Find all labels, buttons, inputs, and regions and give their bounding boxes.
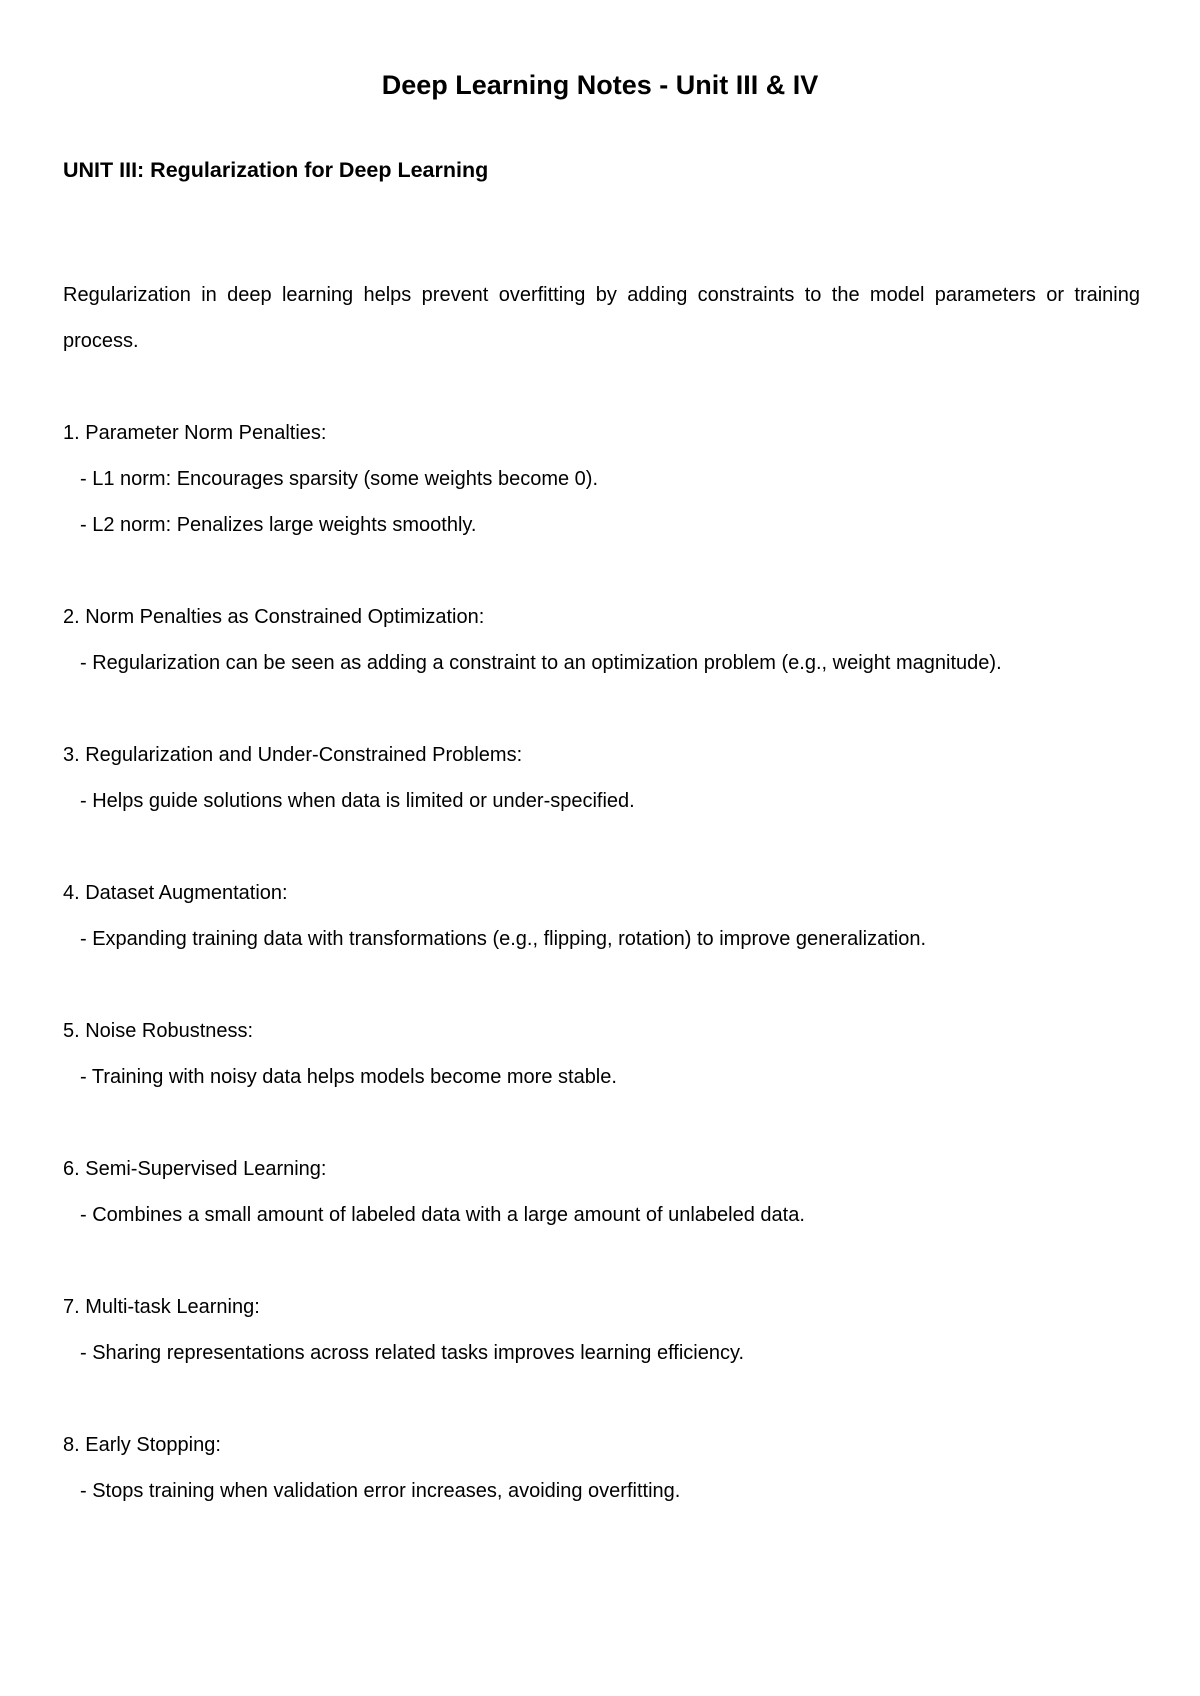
- section-8: [63, 1422, 1140, 1514]
- section-1: [63, 410, 1140, 548]
- section-item: - Combines a small amount of labeled data with a large amount of unlabeled data.: [80, 1204, 805, 1226]
- section-4: [63, 870, 1140, 962]
- section-list: [63, 410, 1140, 1560]
- section-item: - Training with noisy data helps models become more stable.: [80, 1066, 617, 1088]
- section-2: [63, 594, 1140, 686]
- document-title: Deep Learning Notes - Unit III & IV: [381, 70, 819, 100]
- section-item: - Regularization can be seen as adding a constraint to an optimization problem (e.g., weight magnitude).: [80, 652, 1002, 674]
- section-item: - L1 norm: Encourages sparsity (some weights become 0).: [80, 468, 598, 490]
- section-heading: 6. Semi-Supervised Learning:: [63, 1158, 327, 1180]
- section-heading: 2. Norm Penalties as Constrained Optimization:: [63, 606, 485, 628]
- section-item: - Helps guide solutions when data is limited or under-specified.: [80, 790, 635, 812]
- section-heading: 7. Multi-task Learning:: [63, 1296, 260, 1318]
- section-7: [63, 1284, 1140, 1376]
- section-item: - L2 norm: Penalizes large weights smoothly.: [80, 514, 477, 536]
- section-item: - Sharing representations across related tasks improves learning efficiency.: [80, 1342, 745, 1364]
- section-item: - Stops training when validation error increases, avoiding overfitting.: [80, 1480, 681, 1502]
- section-heading: 8. Early Stopping:: [63, 1434, 221, 1456]
- intro-paragraph: Regularization in deep learning helps prevent overfitting by adding constraints to the model parameters or training process.: [63, 284, 1140, 352]
- section-heading: 1. Parameter Norm Penalties:: [63, 422, 327, 444]
- section-5: [63, 1008, 1140, 1100]
- section-6: [63, 1146, 1140, 1238]
- section-heading: 4. Dataset Augmentation:: [63, 882, 288, 904]
- section-heading: 3. Regularization and Under-Constrained Problems:: [63, 744, 523, 766]
- unit-heading: UNIT III: Regularization for Deep Learning: [63, 158, 489, 182]
- section-heading: 5. Noise Robustness:: [63, 1020, 254, 1042]
- section-3: [63, 732, 1140, 824]
- section-item: - Expanding training data with transformations (e.g., flipping, rotation) to improve generalization.: [80, 928, 927, 950]
